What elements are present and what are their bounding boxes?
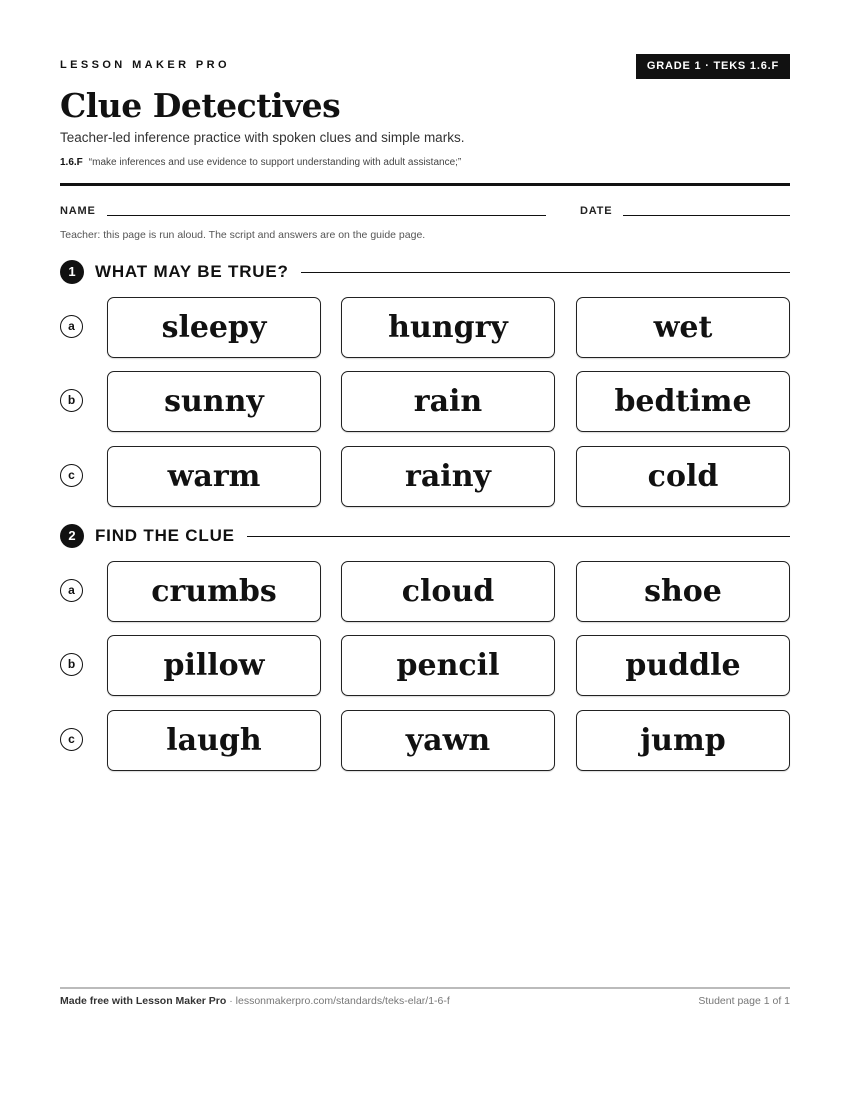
question-row xyxy=(60,710,790,772)
header-divider xyxy=(60,183,790,186)
page-title: Clue Detectives xyxy=(60,86,341,125)
name-label: NAME xyxy=(60,205,96,217)
footer-made-with: Made free with Lesson Maker Pro xyxy=(60,995,227,1007)
row-letter-badge: b xyxy=(60,389,83,412)
question-row xyxy=(60,446,790,508)
name-field[interactable] xyxy=(107,215,546,216)
standard-line xyxy=(60,157,461,168)
section-number-badge: 1 xyxy=(60,260,84,284)
question-row xyxy=(60,297,790,359)
question-row xyxy=(60,635,790,697)
page-subtitle: Teacher-led inference practice with spoken clues and simple marks. xyxy=(60,130,465,145)
footer-credit xyxy=(60,995,450,1007)
standard-text: “make inferences and use evidence to support understanding with adult assistance;” xyxy=(88,157,462,168)
answer-choice-card[interactable]: rainy xyxy=(341,446,555,507)
answer-choice-card[interactable]: yawn xyxy=(341,710,555,771)
row-letter-badge: a xyxy=(60,579,83,602)
question-row xyxy=(60,371,790,433)
answer-choice-card[interactable]: sleepy xyxy=(107,297,321,358)
row-letter-badge: c xyxy=(60,728,83,751)
answer-choice-card[interactable]: crumbs xyxy=(107,561,321,622)
answer-choice-card[interactable]: bedtime xyxy=(576,371,790,432)
section-header xyxy=(60,524,790,548)
answer-choice-card[interactable]: laugh xyxy=(107,710,321,771)
section-header xyxy=(60,260,790,284)
footer-url[interactable]: · lessonmakerpro.com/standards/teks-elar/1-6-f xyxy=(226,995,450,1007)
question-row xyxy=(60,561,790,623)
answer-choice-card[interactable]: hungry xyxy=(341,297,555,358)
row-letter-badge: a xyxy=(60,315,83,338)
footer-divider xyxy=(60,987,790,989)
answer-choice-card[interactable]: jump xyxy=(576,710,790,771)
section-title: WHAT MAY BE TRUE? xyxy=(95,261,301,283)
footer-page-number: Student page 1 of 1 xyxy=(698,995,790,1007)
answer-choice-card[interactable]: rain xyxy=(341,371,555,432)
worksheet-page xyxy=(60,0,790,1100)
answer-choice-card[interactable]: cold xyxy=(576,446,790,507)
answer-choice-card[interactable]: puddle xyxy=(576,635,790,696)
answer-choice-card[interactable]: sunny xyxy=(107,371,321,432)
date-field[interactable] xyxy=(623,215,790,216)
brand-name: LESSON MAKER PRO xyxy=(60,59,230,71)
grade-badge: GRADE 1 · TEKS 1.6.F xyxy=(636,54,790,79)
answer-choice-card[interactable]: cloud xyxy=(341,561,555,622)
date-label: DATE xyxy=(580,205,613,217)
section-title: FIND THE CLUE xyxy=(95,525,247,547)
answer-choice-card[interactable]: pillow xyxy=(107,635,321,696)
answer-choice-card[interactable]: pencil xyxy=(341,635,555,696)
answer-choice-card[interactable]: wet xyxy=(576,297,790,358)
section-number-badge: 2 xyxy=(60,524,84,548)
standard-code: 1.6.F xyxy=(60,157,83,168)
teacher-note: Teacher: this page is run aloud. The script and answers are on the guide page. xyxy=(60,229,426,241)
row-letter-badge: b xyxy=(60,653,83,676)
row-letter-badge: c xyxy=(60,464,83,487)
answer-choice-card[interactable]: warm xyxy=(107,446,321,507)
answer-choice-card[interactable]: shoe xyxy=(576,561,790,622)
